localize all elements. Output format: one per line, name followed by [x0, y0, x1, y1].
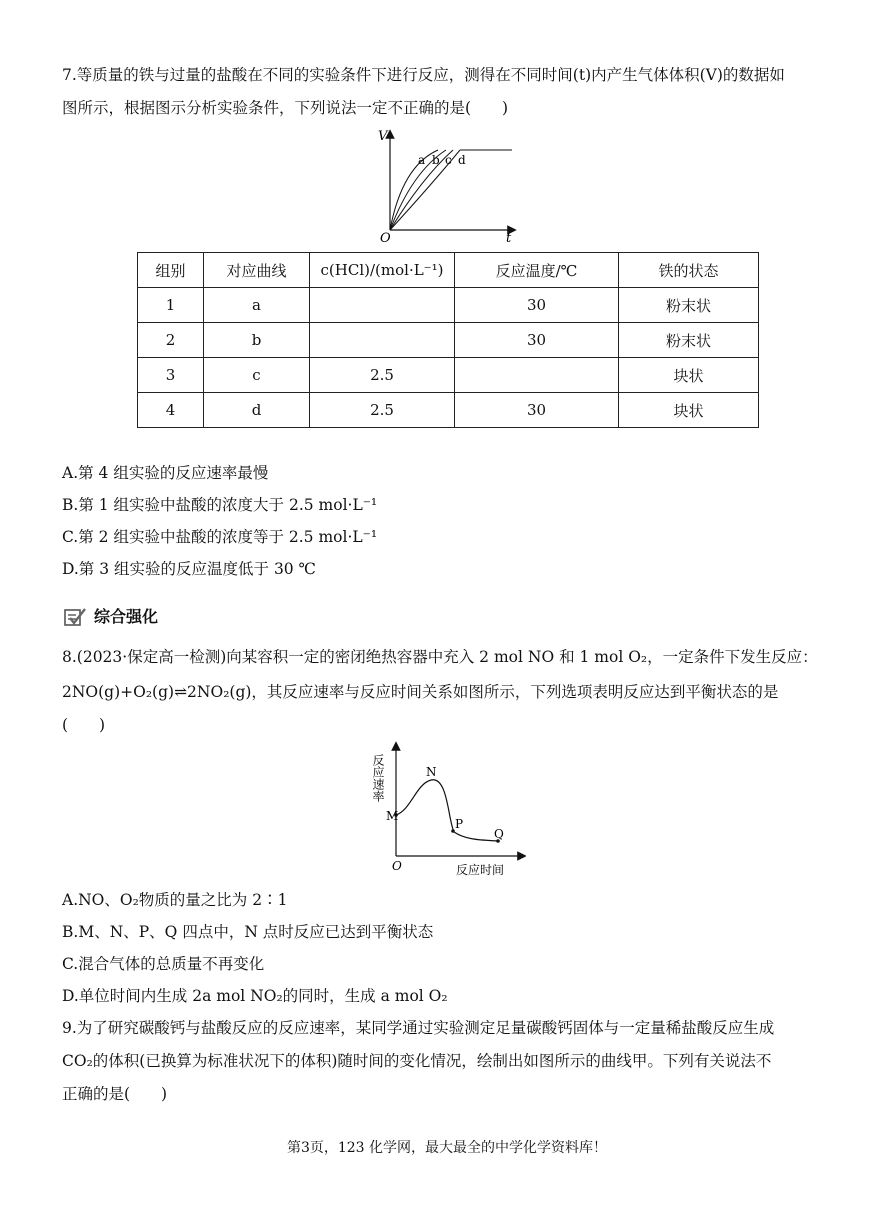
q8-option-b: B.M、N、P、Q 四点中，N 点时反应已达到平衡状态: [62, 923, 434, 941]
table-cell: 1: [138, 288, 204, 323]
table-cell: 4: [138, 393, 204, 428]
table-row: [138, 288, 759, 323]
q8-option-a: A.NO、O₂物质的量之比为 2∶1: [62, 891, 288, 909]
table-cell: 3: [138, 358, 204, 393]
q8-x-axis-label: 反应时间: [456, 863, 505, 877]
table-cell: d: [204, 393, 310, 428]
table-cell: 块状: [619, 358, 759, 393]
table-cell: 2: [138, 323, 204, 358]
q7-y-axis-label: V: [378, 129, 388, 144]
q8-stem-line1: 8.(2023·保定高一检测)向某容积一定的密闭绝热容器中充入 2 mol NO 和 1 mol O₂，一定条件下发生反应：: [62, 648, 818, 666]
q8-option-d: D.单位时间内生成 2a mol NO₂的同时，生成 a mol O₂: [62, 987, 448, 1005]
q8-stem-line2: 2NO(g)+O₂(g)⇌2NO₂(g)，其反应速率与反应时间关系如图所示，下列选项表明反应达到平衡状态的是: [62, 683, 779, 701]
q8-y-axis-label: 反应速率: [371, 754, 385, 802]
q8-option-c: C.混合气体的总质量不再变化: [62, 955, 265, 973]
table-cell: 30: [455, 323, 619, 358]
table-cell: a: [204, 288, 310, 323]
page-footer: 第3页，123 化学网，最大最全的中学化学资料库！: [286, 1140, 608, 1156]
q7-data-table: [137, 252, 759, 428]
q9-stem-line3: 正确的是( ): [62, 1085, 168, 1103]
header-iron-state: 铁的状态: [619, 253, 759, 288]
header-temperature: 反应温度/℃: [455, 253, 619, 288]
q8-rate-time-graph: [356, 740, 526, 880]
q9-stem-line1: 9.为了研究碳酸钙与盐酸反应的反应速率，某同学通过实验测定足量碳酸钙固体与一定量稀盐酸反应生成: [62, 1019, 775, 1037]
q7-option-c: C.第 2 组实验中盐酸的浓度等于 2.5 mol·L⁻¹: [62, 528, 378, 546]
q9-stem-line2: CO₂的体积(已换算为标准状况下的体积)随时间的变化情况，绘制出如图所示的曲线甲。下列有关说法不: [62, 1052, 772, 1070]
q7-origin-label: O: [380, 231, 391, 244]
table-cell: c: [204, 358, 310, 393]
q7-curve-label-c: c: [445, 153, 452, 167]
table-cell: 30: [455, 393, 619, 428]
table-cell: 块状: [619, 393, 759, 428]
q7-x-axis-label: t: [506, 231, 512, 244]
q8-point-label-m: M: [386, 809, 399, 823]
q7-curve-label-d: d: [458, 153, 466, 167]
q7-option-d: D.第 3 组实验的反应温度低于 30 ℃: [62, 560, 316, 578]
table-cell: 2.5: [310, 393, 455, 428]
header-concentration: c(HCl)/(mol·L⁻¹): [310, 253, 455, 288]
table-row: [138, 393, 759, 428]
table-cell: b: [204, 323, 310, 358]
table-header-row: [138, 253, 759, 288]
table-row: [138, 323, 759, 358]
table-cell: 粉末状: [619, 323, 759, 358]
q7-stem-line2: 图所示，根据图示分析实验条件，下列说法一定不正确的是( ): [62, 99, 509, 117]
q7-curve-label-b: b: [432, 153, 440, 167]
checklist-icon: [64, 607, 86, 627]
q8-point-label-p: P: [455, 817, 464, 831]
section-title: 综合强化: [94, 607, 159, 626]
table-cell: 粉末状: [619, 288, 759, 323]
q8-origin-label: O: [392, 859, 402, 873]
header-group: 组别: [138, 253, 204, 288]
table-cell: 30: [455, 288, 619, 323]
header-curve: 对应曲线: [204, 253, 310, 288]
table-cell: [310, 288, 455, 323]
q7-volume-time-graph: [372, 126, 522, 244]
q8-point-label-n: N: [426, 765, 437, 779]
q8-stem-line3: ( ): [62, 716, 106, 734]
q7-stem-line1: 7.等质量的铁与过量的盐酸在不同的实验条件下进行反应，测得在不同时间(t)内产生气体体积(V)的数据如: [62, 66, 785, 84]
q7-option-b: B.第 1 组实验中盐酸的浓度大于 2.5 mol·L⁻¹: [62, 496, 378, 514]
q7-option-a: A.第 4 组实验的反应速率最慢: [62, 464, 269, 482]
q8-rate-curve: [396, 780, 498, 841]
table-row: [138, 358, 759, 393]
table-cell: 2.5: [310, 358, 455, 393]
q8-point-label-q: Q: [494, 827, 504, 841]
table-cell: [310, 323, 455, 358]
q7-curve-label-a: a: [418, 153, 426, 167]
table-cell: [455, 358, 619, 393]
